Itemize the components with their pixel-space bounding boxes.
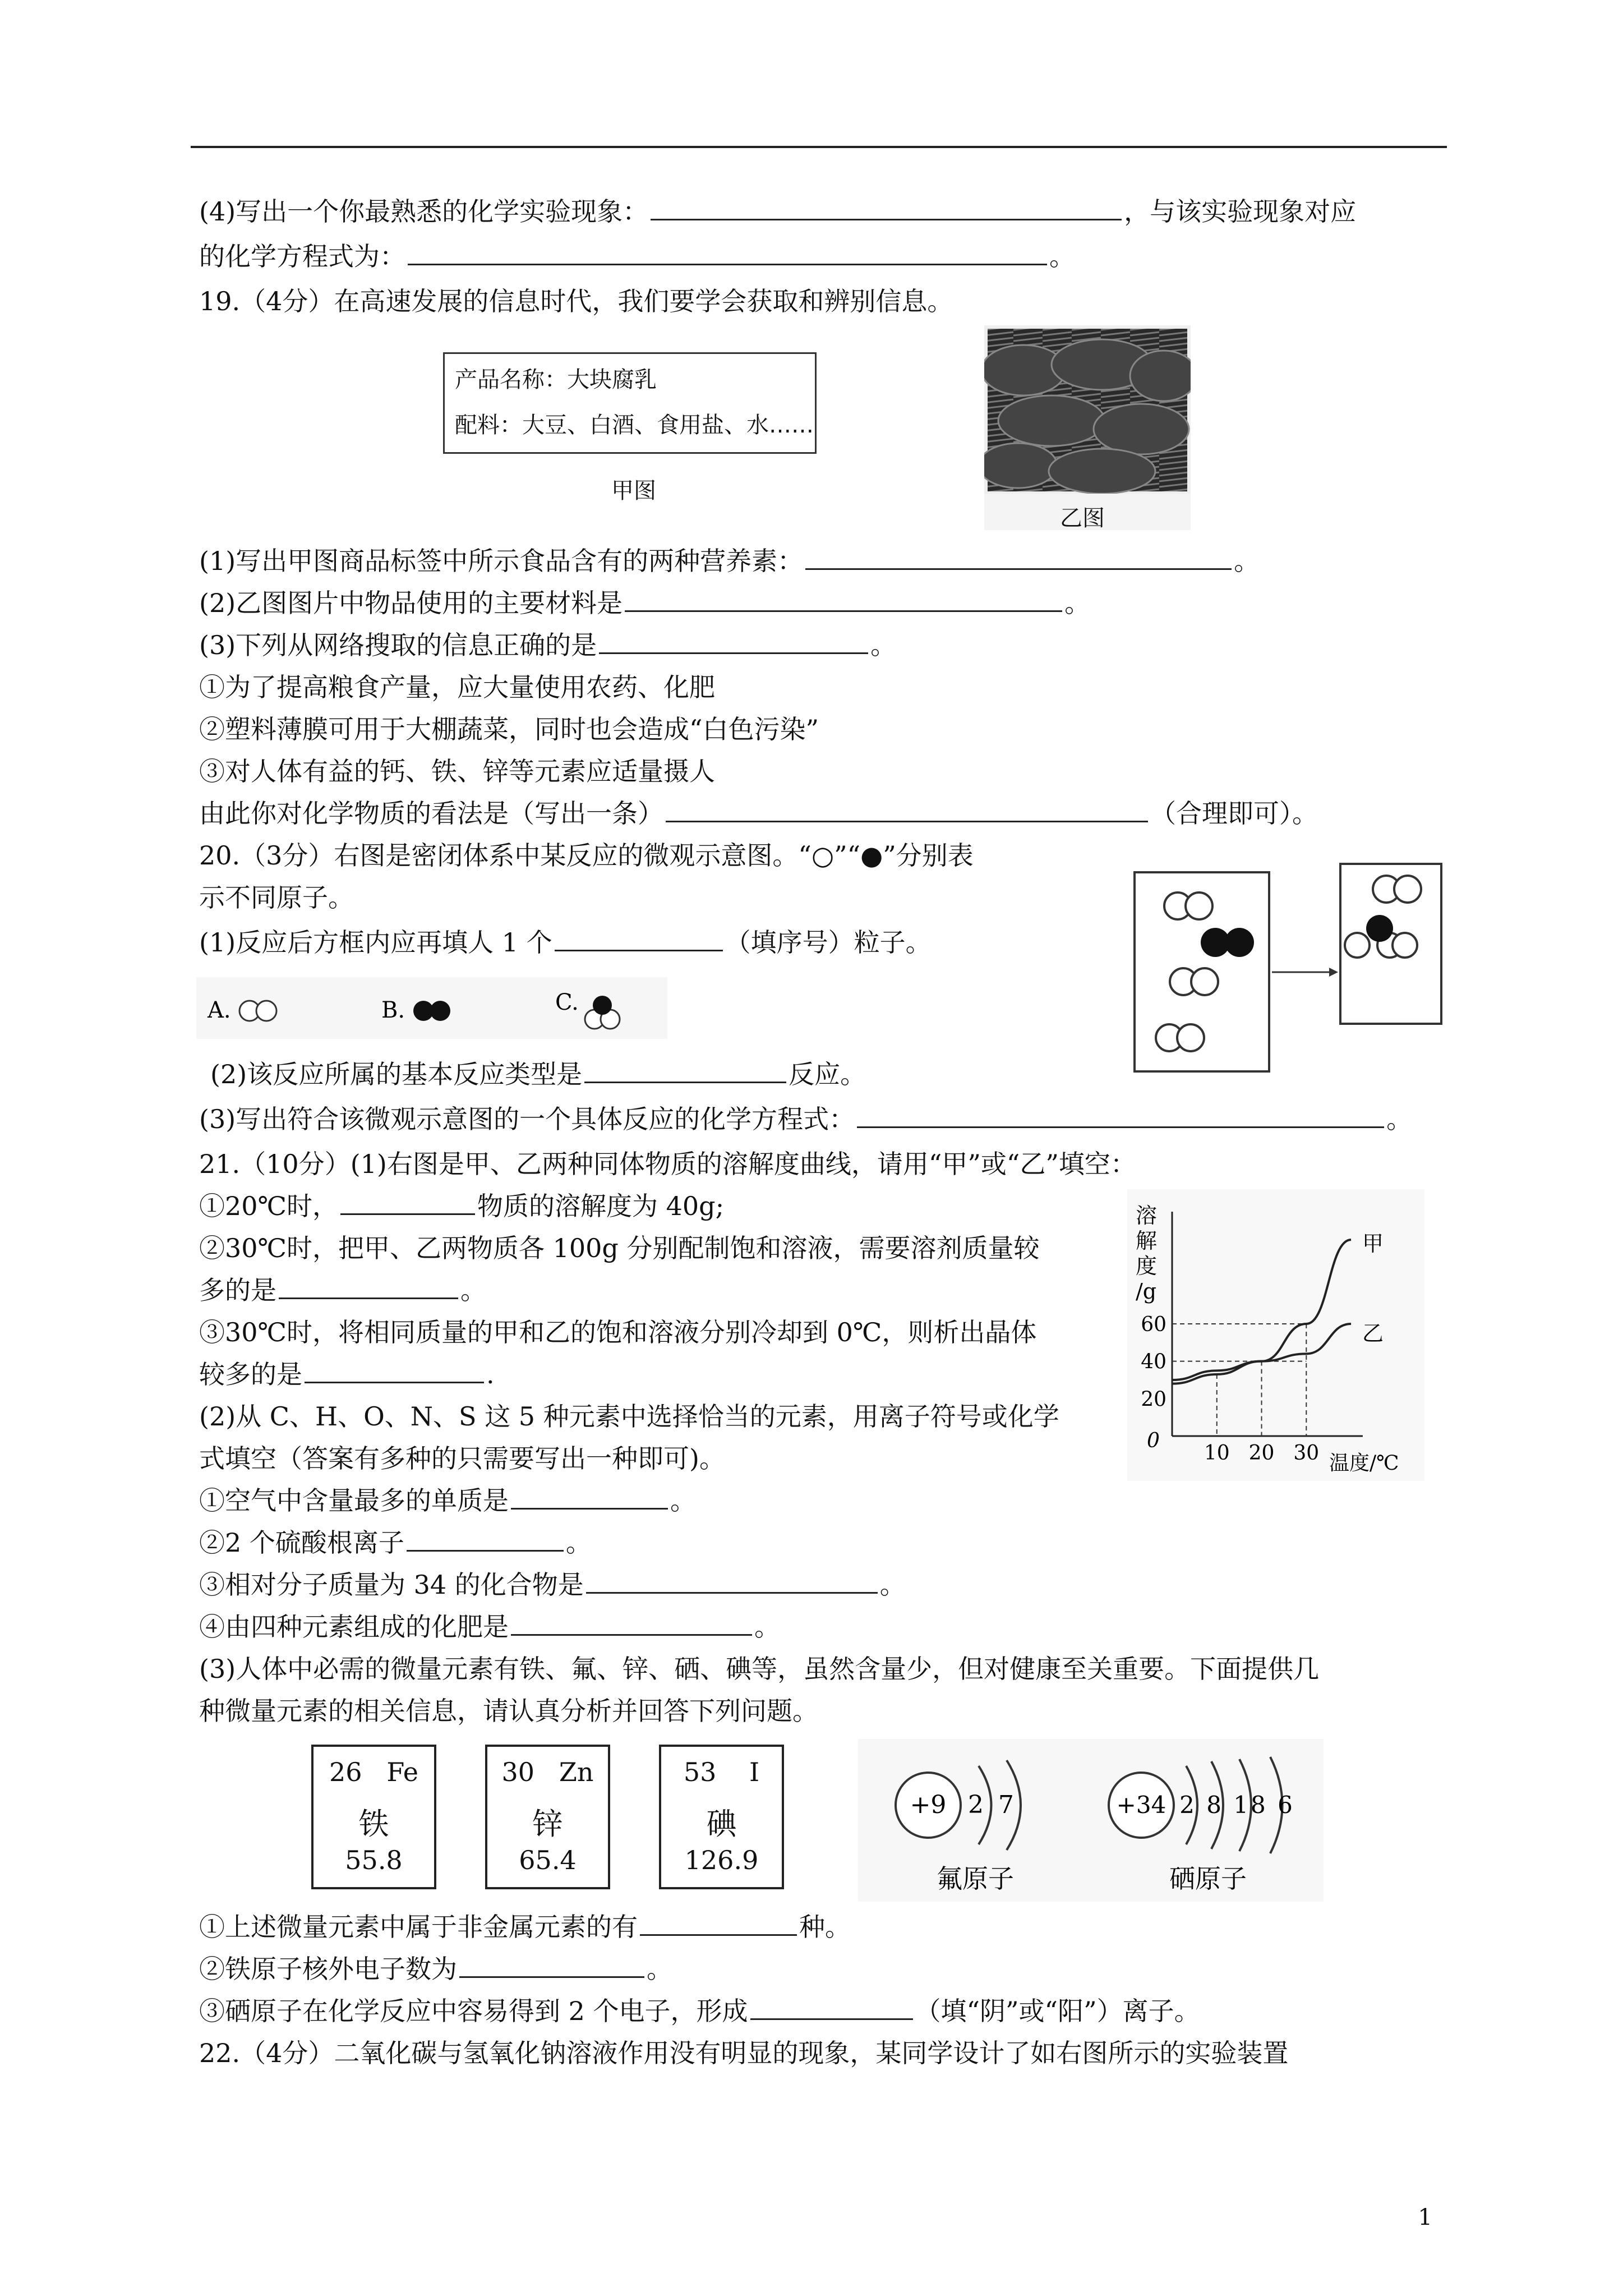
y-tick-label: 20 xyxy=(1141,1388,1166,1411)
answer-blank[interactable] xyxy=(340,1189,475,1215)
answer-blank[interactable] xyxy=(857,1102,1384,1128)
question-21-2-title-cont: 式填空（答案有多种的只需要写出一种即可)。 xyxy=(199,1443,725,1474)
prompt-text: ③硒原子在化学反应中容易得到 2 个电子，形成 xyxy=(199,1996,748,2026)
answer-blank[interactable] xyxy=(459,1952,644,1978)
prompt-text: . xyxy=(486,1359,495,1389)
question-20-3 xyxy=(199,1101,1412,1137)
question-18-4 xyxy=(199,194,1356,229)
prompt-text: 。 xyxy=(1386,1104,1413,1134)
chart-ylabel-4: /g xyxy=(1136,1279,1157,1304)
fluorine-nucleus: +9 xyxy=(910,1791,947,1819)
answer-blank[interactable] xyxy=(651,194,1122,220)
chart-origin-label: 0 xyxy=(1147,1429,1160,1452)
prompt-text: 。 xyxy=(460,1275,486,1305)
prompt-text: （填序号）粒子。 xyxy=(725,927,932,958)
option-a-label: A. xyxy=(208,997,231,1023)
label-product-name: 产品名称：大块腐乳 xyxy=(455,367,657,393)
question-21-2-4 xyxy=(199,1609,780,1645)
prompt-text: 的化学方程式为： xyxy=(199,241,405,272)
question-19-1 xyxy=(199,543,1260,579)
selenium-caption: 硒原子 xyxy=(1169,1864,1247,1894)
question-19-2 xyxy=(199,585,1090,621)
y-tick-label: 40 xyxy=(1141,1350,1166,1374)
answer-blank[interactable] xyxy=(511,1609,752,1636)
prompt-text: (4)写出一个你最熟悉的化学实验现象： xyxy=(199,196,649,227)
prompt-text: 。 xyxy=(670,1485,696,1516)
label-ingredients: 配料：大豆、白酒、食用盐、水…… xyxy=(455,412,814,438)
prompt-text: (2)乙图图片中物品使用的主要材料是 xyxy=(199,588,623,618)
question-19-title: 19.（4分）在高速发展的信息时代，我们要学会获取和辨别信息。 xyxy=(199,286,953,316)
question-21-1-3: ③30℃时，将相同质量的甲和乙的饱和溶液分别冷却到 0℃，则析出晶体 xyxy=(199,1317,1037,1347)
element-number-symbol: 26 Fe xyxy=(329,1757,419,1787)
element-mass: 126.9 xyxy=(684,1845,759,1875)
element-number-symbol: 30 Zn xyxy=(501,1757,594,1787)
answer-blank[interactable] xyxy=(407,1525,564,1552)
prompt-text: ①20℃时， xyxy=(199,1191,338,1221)
answer-blank[interactable] xyxy=(805,544,1232,570)
selenium-shells: 2 8 18 6 xyxy=(1179,1791,1295,1819)
prompt-text: 。 xyxy=(879,1570,906,1600)
chart-ylabel-3: 度 xyxy=(1136,1254,1158,1278)
question-21-3-1 xyxy=(199,1909,851,1945)
x-tick-label: 10 xyxy=(1204,1442,1230,1465)
question-19-view xyxy=(199,795,1318,831)
prompt-text: ②2 个硫酸根离子 xyxy=(199,1527,404,1558)
food-label xyxy=(443,352,817,454)
element-mass: 55.8 xyxy=(345,1845,403,1875)
question-20-title-cont: 示不同原子。 xyxy=(199,882,354,913)
x-tick-label: 20 xyxy=(1248,1442,1275,1465)
element-card-zn xyxy=(485,1745,610,1889)
answer-blank[interactable] xyxy=(586,1567,878,1594)
prompt-text: 由此你对化学物质的看法是（写出一条） xyxy=(199,798,663,829)
question-21-1-2: ②30℃时，把甲、乙两物质各 100g 分别配制饱和溶液，需要溶剂质量较 xyxy=(199,1233,1040,1263)
particle-options xyxy=(196,977,667,1039)
prompt-text: ，与该实验现象对应 xyxy=(1124,196,1357,227)
prompt-text: 多的是 xyxy=(199,1275,276,1305)
question-21-3-title-cont: 种微量元素的相关信息，请认真分析并回答下列问题。 xyxy=(199,1696,818,1726)
prompt-text: 。 xyxy=(647,1954,672,1984)
answer-blank[interactable] xyxy=(305,1357,484,1383)
solubility-chart xyxy=(1127,1189,1424,1481)
prompt-text: (3)写出符合该微观示意图的一个具体反应的化学方程式： xyxy=(199,1104,855,1134)
answer-blank[interactable] xyxy=(599,628,868,654)
element-name: 铁 xyxy=(358,1806,389,1842)
option-b-label: B. xyxy=(381,997,405,1023)
option-c-label: C. xyxy=(555,990,579,1015)
answer-blank[interactable] xyxy=(666,796,1148,822)
caption-jia: 甲图 xyxy=(611,478,656,504)
question-21-3-3 xyxy=(199,1993,1200,2029)
selenium-nucleus: +34 xyxy=(1116,1791,1166,1819)
atom-diagrams xyxy=(858,1739,1324,1902)
prompt-text: 。 xyxy=(1049,241,1075,272)
question-20-title: 20.（3分）右图是密闭体系中某反应的微观示意图。“○”“●”分别表 xyxy=(199,840,974,871)
element-mass: 65.4 xyxy=(519,1845,577,1875)
answer-blank[interactable] xyxy=(640,1910,797,1936)
caption-yi: 乙图 xyxy=(1060,505,1105,531)
question-19-3 xyxy=(199,627,896,663)
reaction-diagram xyxy=(1133,858,1447,1074)
prompt-text: 物质的溶解度为 40g; xyxy=(477,1191,725,1221)
prompt-text: (2)该反应所属的基本反应类型是 xyxy=(210,1059,583,1089)
prompt-text: ①上述微量元素中属于非金属元素的有 xyxy=(199,1912,638,1942)
chart-xlabel: 温度/℃ xyxy=(1329,1452,1399,1475)
answer-blank[interactable] xyxy=(625,586,1062,612)
question-21-2-2 xyxy=(199,1525,592,1561)
option-2: ②塑料薄膜可用于大棚蔬菜，同时也会造成“白色污染” xyxy=(199,714,819,744)
element-number-symbol: 53 I xyxy=(683,1757,760,1787)
prompt-text: 。 xyxy=(1234,546,1260,576)
chart-ylabel-2: 解 xyxy=(1136,1228,1158,1253)
prompt-text: ④由四种元素组成的化肥是 xyxy=(199,1612,509,1642)
prompt-text: 。 xyxy=(1064,588,1091,618)
y-tick-label: 60 xyxy=(1141,1313,1166,1336)
prompt-text: 种。 xyxy=(799,1912,851,1942)
prompt-text: ②铁原子核外电子数为 xyxy=(199,1954,457,1984)
prompt-text: 。 xyxy=(754,1612,780,1642)
fluorine-shells: 2 7 xyxy=(968,1791,1017,1819)
question-21-3-2 xyxy=(199,1951,672,1987)
question-21-3-title: (3)人体中必需的微量元素有铁、氟、锌、硒、碘等，虽然含量少，但对健康至关重要。下面提供几 xyxy=(199,1654,1320,1684)
prompt-text: (3)下列从网络搜取的信息正确的是 xyxy=(199,630,597,660)
answer-blank[interactable] xyxy=(555,925,723,951)
series-label-1: 乙 xyxy=(1362,1321,1384,1346)
tire-photo xyxy=(984,325,1191,530)
prompt-text: (1)反应后方框内应再填人 1 个 xyxy=(199,927,552,958)
question-21-1-3-cont xyxy=(199,1356,495,1392)
answer-blank[interactable] xyxy=(279,1273,458,1299)
element-card-fe xyxy=(311,1745,436,1889)
prompt-text: 。 xyxy=(565,1527,592,1558)
chart-ylabel-1: 溶 xyxy=(1136,1203,1158,1228)
question-21-title: 21.（10分）(1)右图是甲、乙两种同体物质的溶解度曲线，请用“甲”或“乙”填空： xyxy=(199,1149,1136,1179)
question-21-2-1 xyxy=(199,1483,696,1519)
header-rule xyxy=(191,146,1447,148)
answer-blank[interactable] xyxy=(511,1483,668,1510)
prompt-text: (1)写出甲图商品标签中所示食品含有的两种营养素： xyxy=(199,546,804,576)
answer-blank[interactable] xyxy=(408,239,1047,265)
series-label-0: 甲 xyxy=(1362,1231,1384,1256)
prompt-text: 反应。 xyxy=(789,1059,866,1089)
prompt-text: ③相对分子质量为 34 的化合物是 xyxy=(199,1570,584,1600)
element-name: 锌 xyxy=(532,1806,563,1842)
prompt-text: （合理即可）。 xyxy=(1150,798,1318,829)
prompt-text: ①空气中含量最多的单质是 xyxy=(199,1485,509,1516)
prompt-text: 较多的是 xyxy=(199,1359,302,1389)
prompt-text: （填“阴”或“阳”）离子。 xyxy=(915,1996,1200,2026)
question-20-1 xyxy=(199,924,932,960)
question-18-4-cont xyxy=(199,238,1075,274)
x-tick-label: 30 xyxy=(1293,1442,1320,1465)
question-21-2-title: (2)从 C、H、O、N、S 这 5 种元素中选择恰当的元素，用离子符号或化学 xyxy=(199,1401,1059,1432)
option-1: ①为了提高粮食产量，应大量使用农药、化肥 xyxy=(199,672,715,702)
question-21-1-2-cont xyxy=(199,1272,486,1308)
question-22-title: 22.（4分）二氧化碳与氢氧化钠溶液作用没有明显的现象，某同学设计了如右图所示的实验装置 xyxy=(199,2038,1289,2068)
answer-blank[interactable] xyxy=(750,1994,913,2020)
option-3: ③对人体有益的钙、铁、锌等元素应适量摄人 xyxy=(199,756,715,786)
page-number: 1 xyxy=(1418,2205,1432,2230)
answer-blank[interactable] xyxy=(584,1057,786,1083)
question-21-1-1 xyxy=(199,1188,724,1224)
element-name: 碘 xyxy=(706,1806,737,1842)
element-card-i xyxy=(659,1745,784,1889)
fluorine-caption: 氟原子 xyxy=(937,1864,1014,1894)
question-21-2-3 xyxy=(199,1567,906,1603)
question-20-2 xyxy=(210,1056,866,1092)
prompt-text: 。 xyxy=(870,630,897,660)
